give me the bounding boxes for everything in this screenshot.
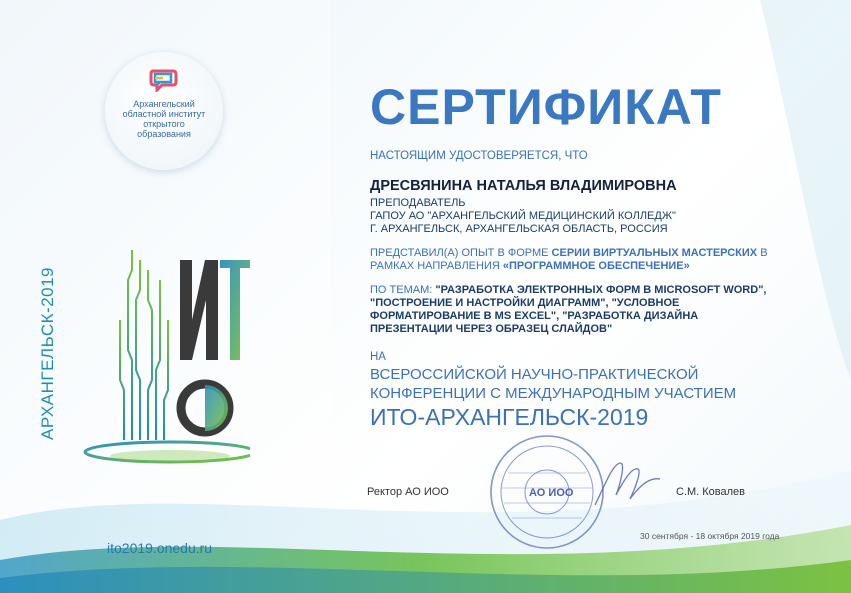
institute-name <box>105 99 223 139</box>
presented-form: СЕРИИ ВИРТУАЛЬНЫХ МАСТЕРСКИХ <box>551 247 758 259</box>
vertical-event-name: АРХАНГЕЛЬСК-2019 <box>38 266 57 440</box>
topics-line <box>370 310 698 323</box>
institute-line: областной институт <box>122 109 206 119</box>
presented-prefix: ПРЕДСТАВИЛ(А) ОПЫТ В ФОРМЕ <box>370 247 552 259</box>
on-label: НА <box>370 351 386 363</box>
institute-line: Архангельский <box>133 99 195 109</box>
conference-line: ВСЕРОССИЙСКОЙ НАУЧНО-ПРАКТИЧЕСКОЙ <box>370 366 699 383</box>
direction-line <box>370 260 690 273</box>
conference-line: КОНФЕРЕНЦИИ С МЕЖДУНАРОДНЫМ УЧАСТИЕМ <box>370 385 737 402</box>
topics-text: "ПОСТРОЕНИЕ И НАСТРОЙКИ ДИАГРАММ", "УСЛОВНОЕ <box>370 297 680 309</box>
direction-name: «ПРОГРАММНОЕ ОБЕСПЕЧЕНИЕ» <box>502 260 690 272</box>
recipient-position: ПРЕПОДАВАТЕЛЬ <box>370 197 466 209</box>
institute-logo <box>105 52 223 170</box>
event-website: ito2019.onedu.ru <box>107 540 213 556</box>
signature <box>590 455 670 515</box>
recipient-organization: ГАПОУ АО "АРХАНГЕЛЬСКИЙ МЕДИЦИНСКИЙ КОЛЛЕДЖ" <box>370 210 676 222</box>
presented-suffix: В <box>757 247 768 259</box>
topics-text: "РАЗРАБОТКА ЭЛЕКТРОННЫХ ФОРМ В MICROSOFT WORD", <box>435 284 767 296</box>
ito-logo-graphic <box>70 240 250 470</box>
signer-title: Ректор АО ИОО <box>367 486 449 498</box>
speech-bubble-icon <box>149 68 179 92</box>
certificate-title: СЕРТИФИКАТ <box>370 79 722 135</box>
signer-name: С.М. Ковалев <box>676 486 746 498</box>
topics-prefix: ПО ТЕМАМ: <box>370 284 436 296</box>
topics-line <box>370 284 766 297</box>
topics-line <box>370 297 679 310</box>
presented-line <box>370 247 768 260</box>
conference-name: ИТО-АРХАНГЕЛЬСК-2019 <box>370 404 649 430</box>
topics-line <box>370 323 612 336</box>
topics-text: ПРЕЗЕНТАЦИИ ЧЕРЕЗ ОБРАЗЕЦ СЛАЙДОВ" <box>370 323 613 335</box>
event-dates: 30 сентября - 18 октября 2019 года <box>640 531 780 541</box>
certify-text: НАСТОЯЩИМ УДОСТОВЕРЯЕТСЯ, ЧТО <box>370 150 588 162</box>
direction-prefix: РАМКАХ НАПРАВЛЕНИЯ <box>370 260 503 272</box>
institute-line: образования <box>137 129 191 139</box>
institute-line: открытого <box>143 119 185 129</box>
conference-description <box>370 365 736 403</box>
stamp-label: АО ИОО <box>529 487 574 499</box>
recipient-name: ДРЕСВЯНИНА НАТАЛЬЯ ВЛАДИМИРОВНА <box>370 178 677 194</box>
recipient-city: Г. АРХАНГЕЛЬСК, АРХАНГЕЛЬСКАЯ ОБЛАСТЬ, РОССИЯ <box>370 223 668 235</box>
topics-text: ФОРМАТИРОВАНИЕ В MS EXCEL", "РАЗРАБОТКА ДИЗАЙНА <box>370 310 699 322</box>
